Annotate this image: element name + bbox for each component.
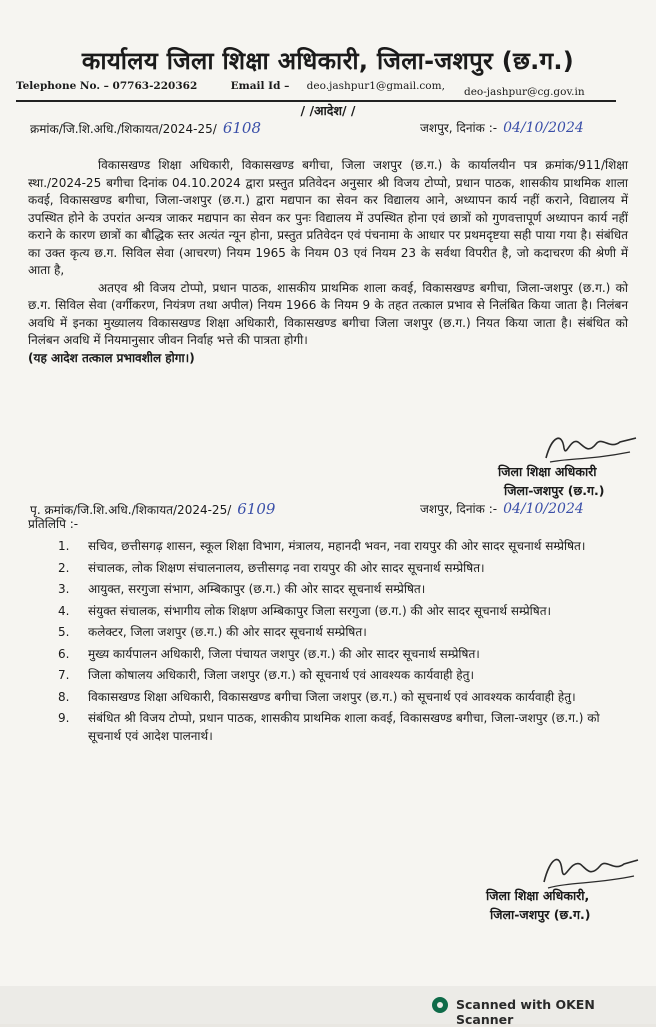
copy-date-handwritten: 04/10/2024 bbox=[503, 501, 584, 517]
order-number-prefix: क्रमांक/जि.शि.अधि./शिकायत/2024-25/ bbox=[30, 122, 217, 136]
scanner-footer bbox=[0, 986, 656, 1027]
office-title: कार्यालय जिला शिक्षा अधिकारी, जिला-जशपुर (छ.ग.) bbox=[81, 47, 575, 75]
oken-logo-icon bbox=[432, 997, 448, 1013]
order-effect-note: (यह आदेश तत्काल प्रभावशील होगा।) bbox=[28, 350, 195, 365]
copy-list-item bbox=[58, 667, 628, 685]
copy-list-item bbox=[58, 560, 628, 578]
order-date-handwritten: 04/10/2024 bbox=[503, 120, 584, 136]
copy-list-number: 2. bbox=[58, 560, 70, 575]
copy-list-item bbox=[58, 581, 628, 599]
order-place-date bbox=[420, 119, 584, 136]
email-address-1: deo.jashpur1@gmail.com, bbox=[306, 80, 445, 92]
signatory-office-2: जिला-जशपुर (छ.ग.) bbox=[490, 907, 591, 922]
copy-list-text: सचिव, छत्तीसगढ़ शासन, स्कूल शिक्षा विभाग, मंत्रालय, महानदी भवन, नवा रायपुर की ओर सादर सूचनार्थ सम्प्रेषित। bbox=[88, 539, 586, 553]
copy-list-number: 9. bbox=[58, 711, 70, 725]
order-paragraph-1: विकासखण्ड शिक्षा अधिकारी, विकासखण्ड बगीचा, जिला जशपुर (छ.ग.) के कार्यालयीन पत्र क्रमांक/911/शिक्षा स्था./2024-25 बगीचा दिनांक 04.10.2024 द्वारा प्रस्तुत प्रतिवेदन अनुसार श्री विजय टोप्पो, प्रधान पाठक, शासकीय प्राथमिक शाला कवई, विकासखण्ड बगीचा, जिला-जशपुर (छ.ग.) द्वारा मद्यपान का सेवन कर विद्यालय आने, अध्यापन कार्य नहीं कराने, विद्यालय में उपस्थित होने के उपरांत अन्यत्र जाकर मद्यपान का सेवन कर पुनः विद्यालय में उपस्थित होना एवं छात्रों को गुणवत्तापूर्ण अध्यापन कार्य नहीं कराने के कारण छात्रों का बौद्धिक स्तर अत्यंत न्यून होना, प्रस्तुत प्रतिवेदन एवं पंचनामा के आधार पर प्रथमदृष्टया सही पाया गया है। संबंधित का उक्त कृत्य छ.ग. सिविल सेवा (आचरण) नियम 1965 के नियम 03 एवं नियम 23 के सर्वथा विपरीत है, जो कदाचरण की श्रेणी में आता है, bbox=[28, 158, 628, 277]
contact-line bbox=[16, 80, 616, 98]
copy-list-text: कलेक्टर, जिला जशपुर (छ.ग.) की ओर सादर सूचनार्थ सम्प्रेषित। bbox=[88, 625, 367, 639]
signatory-title-2: जिला शिक्षा अधिकारी, bbox=[486, 888, 590, 903]
copy-list-item bbox=[58, 646, 628, 664]
email-address-2: deo-jashpur@cg.gov.in bbox=[464, 86, 585, 98]
signature-block-1 bbox=[498, 462, 604, 500]
scanner-watermark-text: Scanned with OKEN Scanner bbox=[456, 997, 595, 1027]
copy-list-number: 6. bbox=[58, 646, 70, 661]
copy-list bbox=[58, 538, 628, 749]
copy-date-label: जशपुर, दिनांक :- bbox=[420, 502, 498, 516]
copy-list-text: आयुक्त, सरगुजा संभाग, अम्बिकापुर (छ.ग.) की ओर सादर सूचनार्थ सम्प्रेषित। bbox=[88, 582, 426, 596]
email-label: Email Id – bbox=[230, 80, 290, 92]
copy-list-text: मुख्य कार्यपालन अधिकारी, जिला पंचायत जशपुर (छ.ग.) की ओर सादर सूचनार्थ सम्प्रेषित। bbox=[88, 646, 480, 661]
copy-list-item bbox=[58, 603, 628, 621]
copy-list-number: 1. bbox=[58, 539, 70, 553]
copy-list-item bbox=[58, 624, 628, 642]
signatory-title-1: जिला शिक्षा अधिकारी bbox=[498, 464, 597, 479]
copy-list-text: विकासखण्ड शिक्षा अधिकारी, विकासखण्ड बगीचा जिला जशपुर (छ.ग.) को सूचनार्थ एवं आवश्यक कार्यवाही हेतु। bbox=[88, 689, 576, 704]
signature-block-2 bbox=[486, 886, 590, 924]
copy-list-number: 4. bbox=[58, 603, 70, 618]
order-date-label: जशपुर, दिनांक :- bbox=[420, 121, 498, 135]
copy-list-item bbox=[58, 710, 628, 745]
order-body bbox=[28, 157, 628, 367]
order-reference bbox=[30, 119, 638, 137]
copy-number-prefix: पृ. क्रमांक/जि.शि.अधि./शिकायत/2024-25/ bbox=[30, 503, 232, 517]
copy-list-text: संबंधित श्री विजय टोप्पो, प्रधान पाठक, शासकीय प्राथमिक शाला कवई, विकासखण्ड बगीचा, जिला-जशपुर (छ.ग.) को सूचनार्थ एवं आदेश पालनार्थ। bbox=[88, 711, 600, 743]
telephone-number: Telephone No. – 07763-220362 bbox=[16, 80, 198, 92]
order-paragraph-2: अतएव श्री विजय टोप्पो, प्रधान पाठक, शासकीय प्राथमिक शाला कवई, विकासखण्ड बगीचा, जिला-जशपुर (छ.ग.) को छ.ग. सिविल सेवा (वर्गीकरण, नियंत्रण तथा अपील) नियम 1966 के नियम 9 के तहत तत्काल प्रभाव से निलंबित किया जाता है। निलंबन अवधि में इनका मुख्यालय विकासखण्ड शिक्षा अधिकारी, विकासखण्ड बगीचा जिला जशपुर (छ.ग.) नियत किया जाता है। संबंधित को निलंबन अवधि में नियमानुसार जीवन निर्वाह भत्ते की पात्रता होगी। bbox=[28, 280, 628, 347]
copy-list-number: 8. bbox=[58, 689, 70, 704]
copy-heading: प्रतिलिपि :- bbox=[28, 517, 79, 531]
copy-list-number: 3. bbox=[58, 582, 70, 596]
copy-list-number: 5. bbox=[58, 625, 70, 639]
copy-list-text: जिला कोषालय अधिकारी, जिला जशपुर (छ.ग.) को सूचनार्थ एवं आवश्यक कार्यवाही हेतु। bbox=[88, 668, 475, 682]
copy-list-text: संयुक्त संचालक, संभागीय लोक शिक्षण अम्बिकापुर जिला सरगुजा (छ.ग.) की ओर सादर सूचनार्थ सम्प्रेषित। bbox=[88, 603, 552, 618]
copy-list-text: संचालक, लोक शिक्षण संचालनालय, छत्तीसगढ़ नवा रायपुर की ओर सादर सूचनार्थ सम्प्रेषित। bbox=[88, 560, 485, 575]
copy-list-number: 7. bbox=[58, 668, 70, 682]
copy-number-handwritten: 6109 bbox=[237, 500, 276, 518]
order-number-handwritten: 6108 bbox=[222, 119, 261, 137]
copy-place-date bbox=[420, 500, 584, 517]
copy-list-item bbox=[58, 538, 628, 556]
copy-reference bbox=[30, 500, 638, 518]
order-label: / /आदेश/ / bbox=[300, 103, 356, 118]
copy-list-item bbox=[58, 689, 628, 707]
signatory-office-1: जिला-जशपुर (छ.ग.) bbox=[504, 483, 605, 498]
